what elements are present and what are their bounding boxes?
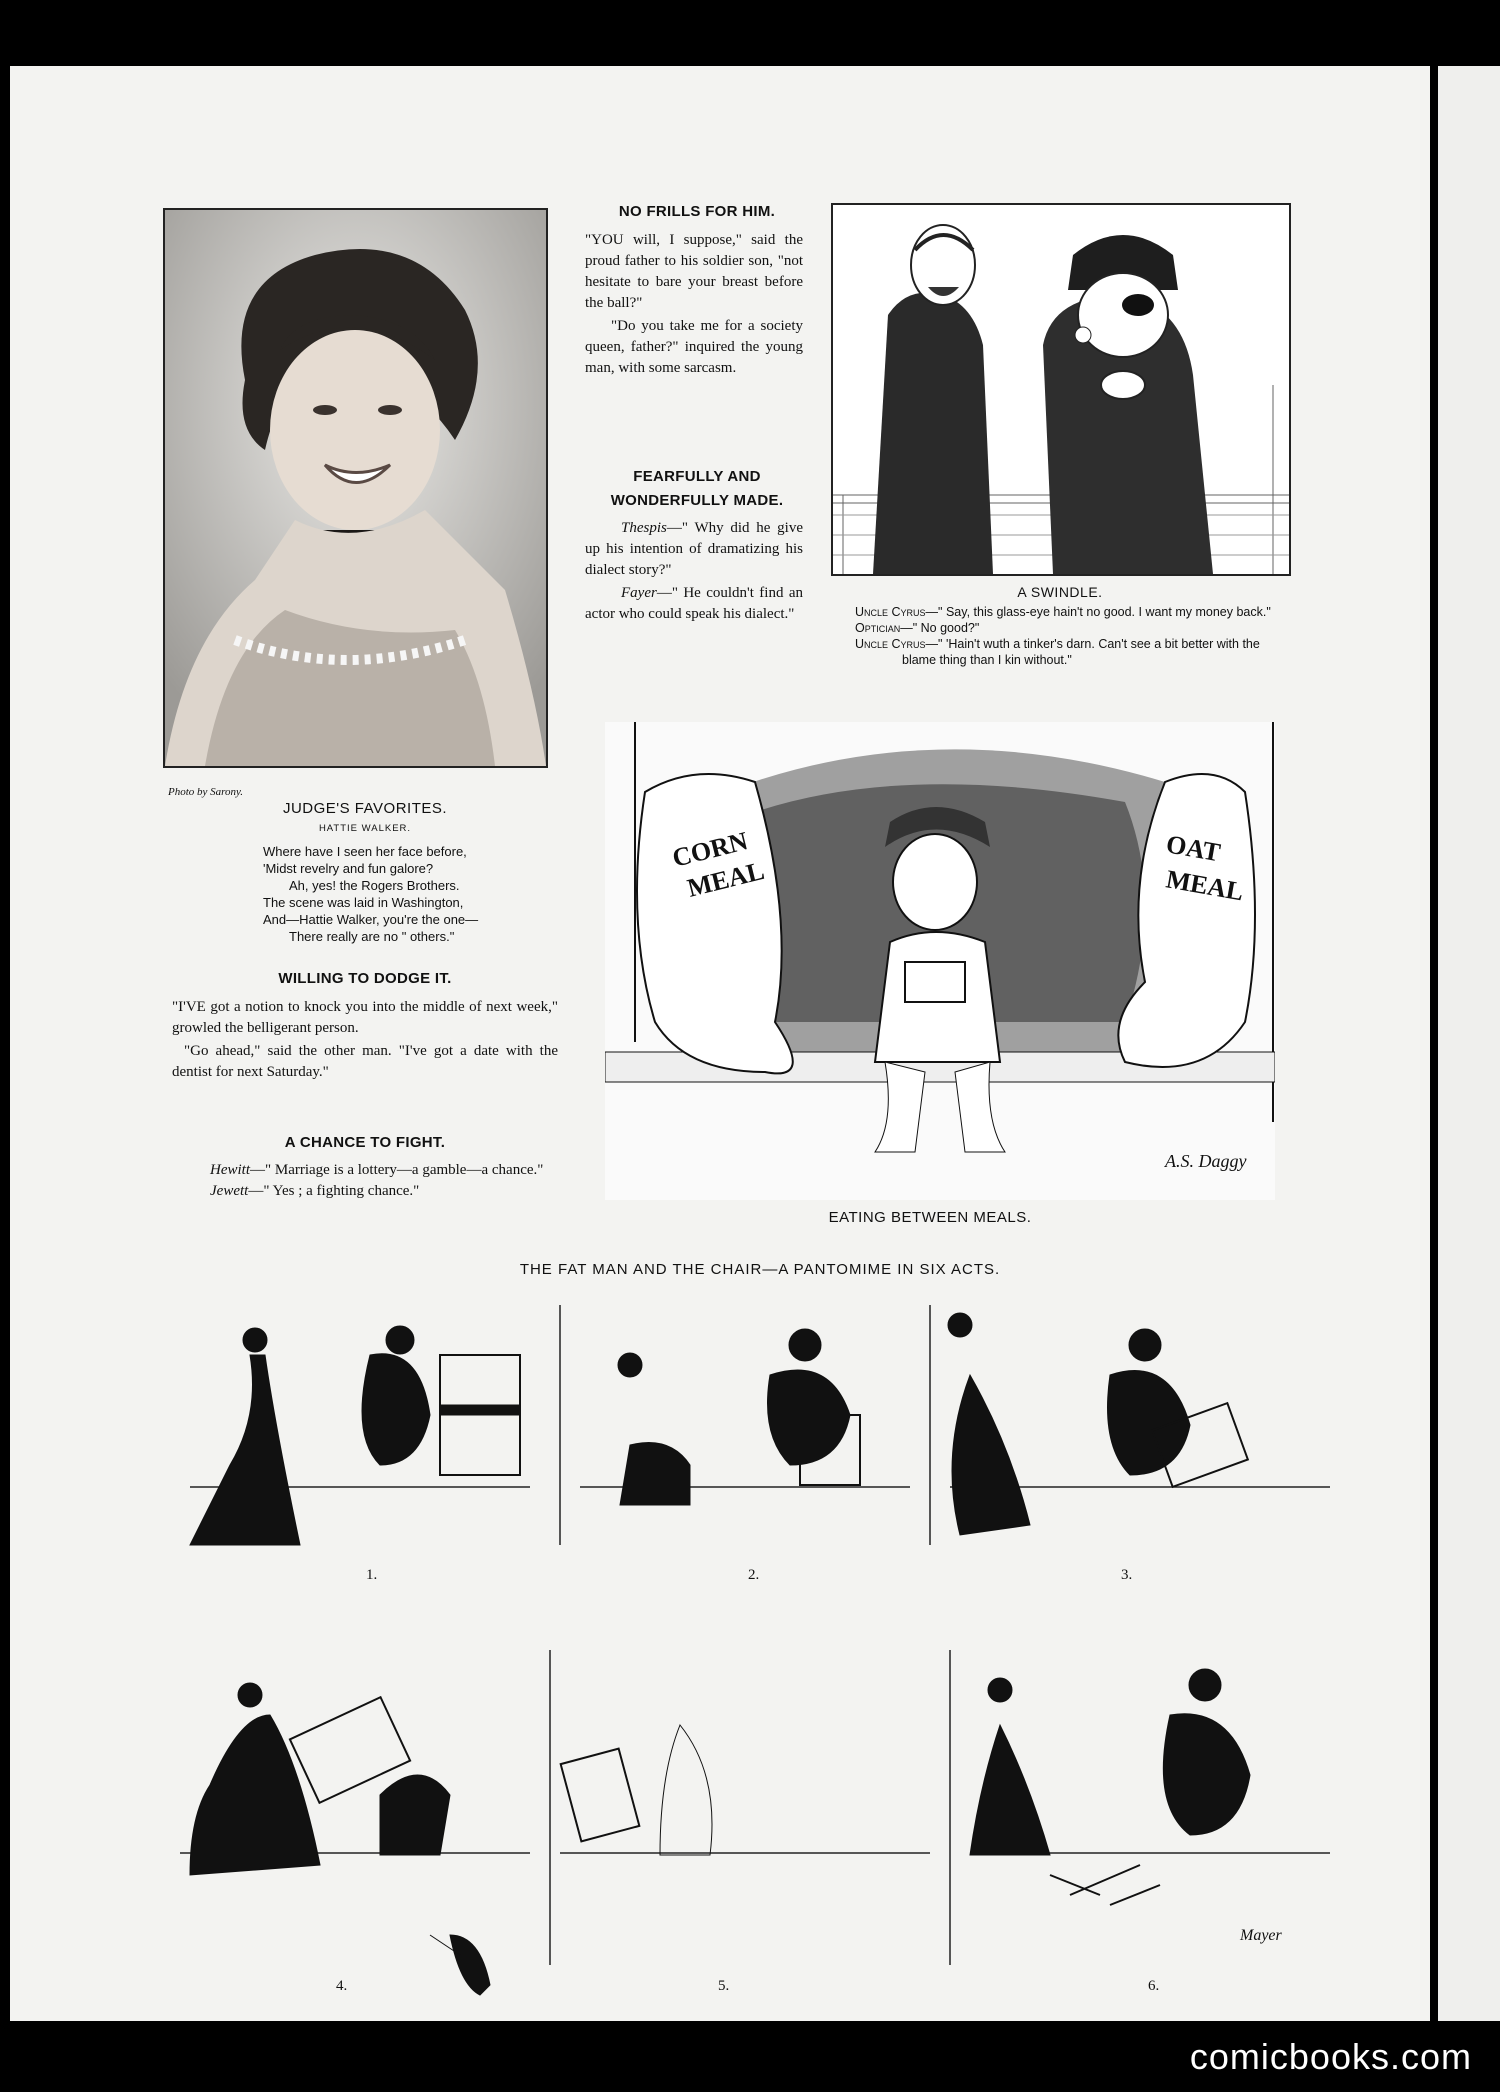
willing-text [172, 997, 558, 1083]
poem-line: The scene was laid in Washington, [263, 895, 464, 910]
frills-paragraph-1: "YOU will, I suppose," said the proud father to his soldier son, "not hesitate to bare your breast before the ball?" [585, 232, 803, 311]
favorites-title: JUDGE'S FAVORITES. [282, 800, 448, 817]
sack-label: CORN [669, 826, 751, 873]
fearfully-title-2: WONDERFULLY MADE. [610, 492, 784, 509]
pantomime-strip [150, 1295, 1370, 2015]
sack-label: MEAL [684, 855, 768, 903]
fearfully-text [585, 518, 803, 625]
speaker: Jewett [210, 1183, 249, 1199]
swindle-line-3: —" 'Hain't wuth a tinker's darn. Can't see a bit better with the blame thing than I kin without." [902, 637, 1260, 667]
pantomime-title: THE FAT MAN AND THE CHAIR—A PANTOMIME IN SIX ACTS. [519, 1261, 1001, 1278]
poem-line: Ah, yes! the Rogers Brothers. [289, 878, 460, 893]
swindle-line-2: —" No good?" [900, 621, 980, 635]
frills-title: NO FRILLS FOR HIM. [618, 203, 776, 220]
poem-line: 'Midst revelry and fun galore? [263, 861, 434, 876]
sack-label: OAT [1163, 829, 1223, 868]
act-number: 1. [366, 1567, 378, 1583]
eating-between-meals-illustration [605, 722, 1275, 1200]
site-watermark: comicbooks.com [1189, 2036, 1472, 2077]
act-number: 5. [718, 1978, 730, 1994]
frills-paragraph-2: "Do you take me for a society queen, father?" inquired the young man, with some sarcasm. [585, 318, 803, 376]
chance-text [172, 1160, 558, 1202]
speaker: Uncle Cyrus [855, 605, 926, 619]
speaker: Fayer [621, 585, 657, 601]
poem-line: Where have I seen her face before, [263, 844, 467, 859]
speaker: Uncle Cyrus [855, 637, 926, 651]
fearfully-line-1: —" Why did he give up his intention of dramatizing his dialect story?" [585, 520, 803, 578]
chance-line-1: —" Marriage is a lottery—a gamble—a chance." [250, 1162, 544, 1178]
illustrator-signature: A.S. Daggy [1165, 1151, 1247, 1171]
act-number: 2. [748, 1567, 760, 1583]
fearfully-title-1: FEARFULLY AND [633, 468, 761, 485]
willing-paragraph-2: "Go ahead," said the other man. "I've got a date with the dentist for next Saturday." [172, 1043, 558, 1080]
speaker: Hewitt [210, 1162, 250, 1178]
swindle-line-1: —" Say, this glass-eye hain't no good. I want my money back." [925, 605, 1271, 619]
speaker: Thespis [621, 520, 667, 536]
portrait-photo [163, 208, 548, 768]
chance-title: A CHANCE TO FIGHT. [284, 1134, 446, 1151]
act-number: 4. [336, 1978, 348, 1994]
fearfully-line-2: —" He couldn't find an actor who could speak his dialect." [585, 585, 803, 622]
adjacent-page-edge [1438, 66, 1500, 2021]
sack-label: MEAL [1163, 864, 1246, 907]
swindle-illustration [831, 203, 1291, 576]
photo-credit: Photo by Sarony. [168, 786, 244, 798]
swindle-title: A SWINDLE. [1017, 584, 1103, 600]
poem-line: And—Hattie Walker, you're the one— [263, 912, 479, 927]
act-number: 3. [1121, 1567, 1133, 1583]
illustrator-signature: Mayer [1240, 1927, 1282, 1944]
chance-line-2: —" Yes ; a fighting chance." [248, 1183, 420, 1199]
act-number: 6. [1148, 1978, 1160, 1994]
frills-text [585, 230, 803, 379]
favorites-subtitle: HATTIE WALKER. [318, 823, 412, 834]
poem-line: There really are no " others." [289, 929, 455, 944]
favorites-poem [263, 843, 563, 945]
willing-title: WILLING TO DODGE IT. [278, 970, 452, 987]
speaker: Optician [855, 621, 901, 635]
eating-caption: EATING BETWEEN MEALS. [828, 1209, 1032, 1226]
swindle-dialogue [855, 604, 1280, 668]
willing-paragraph-1: "I'VE got a notion to knock you into the middle of next week," growled the belligerant person. [172, 999, 558, 1036]
